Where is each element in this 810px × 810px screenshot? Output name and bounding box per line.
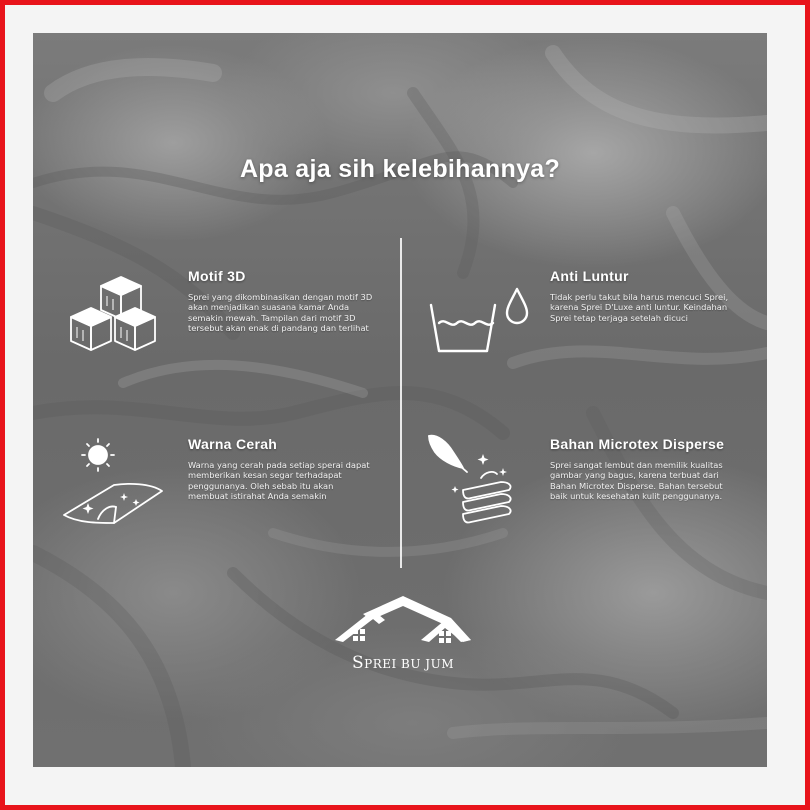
feature-description: Tidak perlu takut bila harus mencuci Sprei, karena Sprei D'Luxe anti luntur. Keindahan Sprei tetap terjaga setelah dicuci	[550, 291, 729, 323]
feature-bahan-microtex	[550, 436, 735, 502]
brand-rest: PREI BU JUM	[364, 657, 455, 671]
feather-fabric-icon	[423, 428, 533, 528]
house-roof-icon	[333, 596, 473, 652]
feature-motif-3d	[188, 268, 373, 334]
feature-title: Motif 3D	[188, 268, 246, 284]
brand-name	[333, 653, 473, 673]
feature-title: Warna Cerah	[188, 436, 278, 452]
feature-description: Sprei sangat lembut dan memilik kualitas gambar yang bagus, karena terbuat dari Bahan Microtex Disperse. Bahan tersebut baik untuk kesehatan kulit penggunanya.	[550, 459, 723, 502]
feature-warna-cerah	[188, 436, 373, 502]
center-divider	[400, 238, 402, 568]
feature-anti-luntur	[550, 268, 730, 323]
wash-basin-icon	[425, 281, 535, 356]
cubes-icon	[63, 268, 163, 363]
feature-title: Bahan Microtex Disperse	[550, 436, 725, 452]
feature-description: Warna yang cerah pada setiap sperai dapat memberikan kesan segar terhadapat penggunanya. Oleh sebab itu akan membuat istirahat Anda semakin	[188, 459, 370, 502]
feature-description: Sprei yang dikombinasikan dengan motif 3D akan menjadikan suasana kamar Anda semakin mewah. Tampilan dari motif 3D tersebut akan enak di pandang dan terlihat	[188, 291, 373, 334]
sun-sheet-icon	[58, 433, 168, 533]
page-title: Apa aja sih kelebihannya?	[239, 155, 561, 183]
infographic-panel	[33, 33, 767, 767]
brand-logo	[333, 596, 473, 676]
feature-title: Anti Luntur	[550, 268, 629, 284]
brand-initial: S	[351, 653, 365, 673]
